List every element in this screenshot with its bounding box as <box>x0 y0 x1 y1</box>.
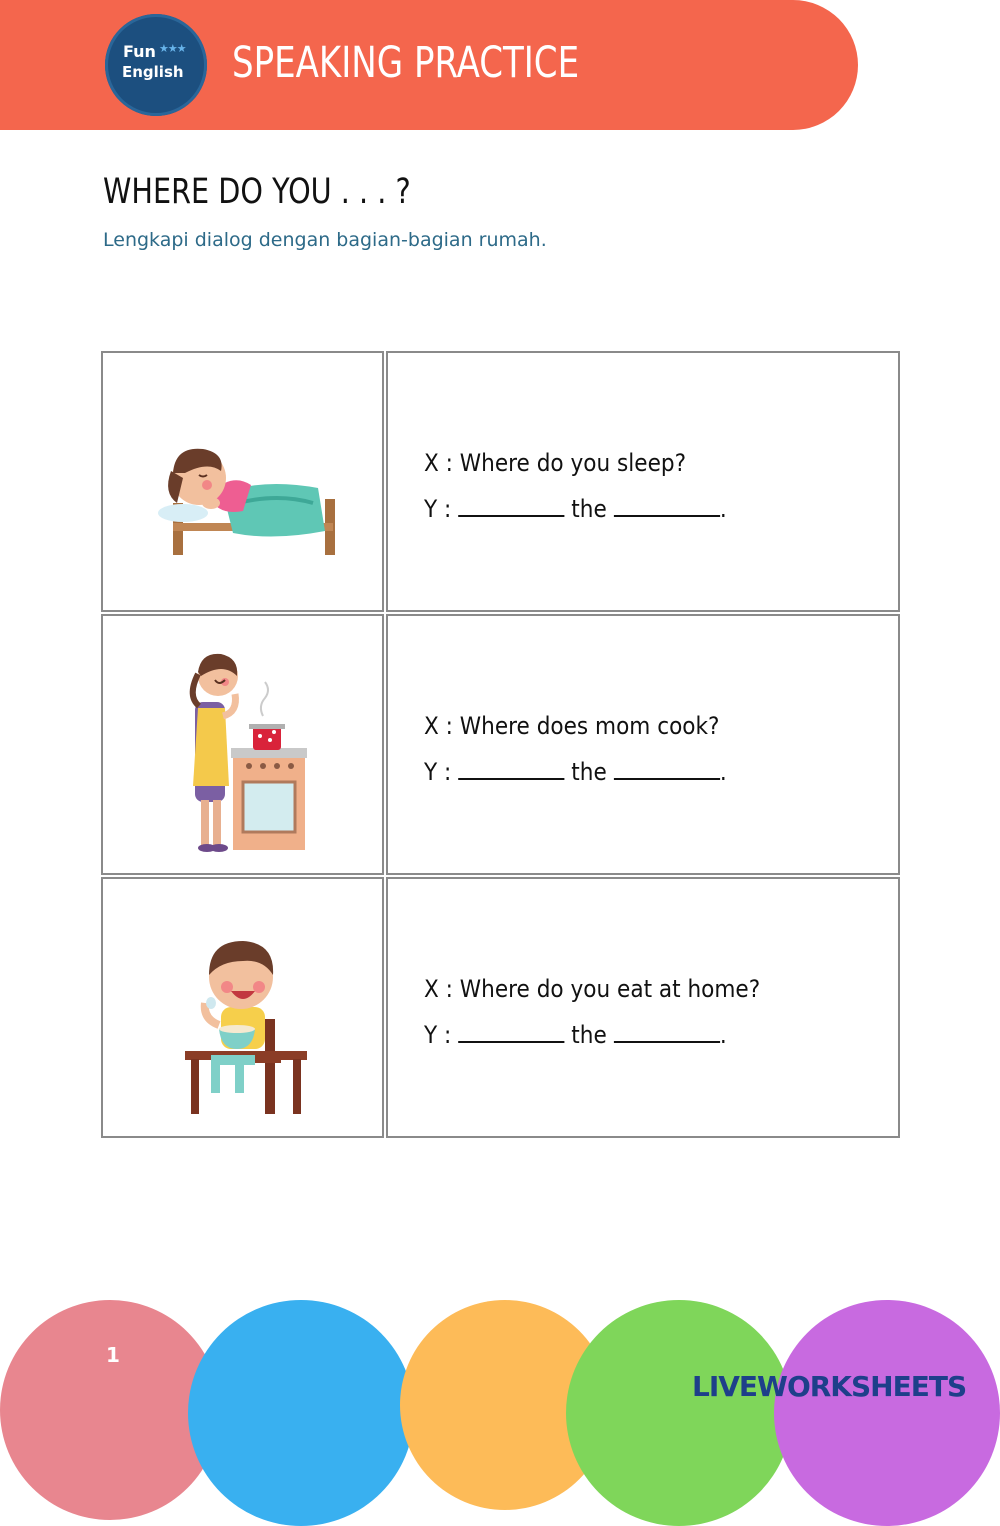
question-text: X : Where does mom cook? <box>424 712 720 740</box>
logo-text-fun: Fun <box>123 42 156 61</box>
answer-blank-2[interactable] <box>614 1019 720 1043</box>
page-number: 1 <box>106 1343 120 1367</box>
image-cell-cook <box>101 614 384 875</box>
header-title: SPEAKING PRACTICE <box>232 38 580 88</box>
page-subtitle: Lengkapi dialog dengan bagian-bagian rumah. <box>103 229 547 251</box>
answer-end: . <box>719 1021 727 1049</box>
dialog-cell-sleep <box>386 351 900 612</box>
answer-blank-1[interactable] <box>458 1019 564 1043</box>
answer-end: . <box>719 495 727 523</box>
answer-blank-1[interactable] <box>458 756 564 780</box>
answer-line <box>424 493 727 523</box>
answer-prefix: Y : <box>424 758 452 786</box>
answer-blank-1[interactable] <box>458 493 564 517</box>
logo-text-english: English <box>122 63 184 81</box>
liveworksheets-brand-text: LIVEWORKSHEETS <box>692 1370 967 1403</box>
footer-bubble-pink <box>0 1300 220 1520</box>
answer-blank-2[interactable] <box>614 493 720 517</box>
answer-middle: the <box>571 758 607 786</box>
image-cell-sleep <box>101 351 384 612</box>
answer-end: . <box>719 758 727 786</box>
footer-bubble-green <box>566 1300 792 1526</box>
liveworksheets-logo <box>692 1370 966 1403</box>
answer-middle: the <box>571 495 607 523</box>
answer-prefix: Y : <box>424 1021 452 1049</box>
question-text: X : Where do you sleep? <box>424 449 687 477</box>
girl-sleeping-illustration <box>103 353 382 610</box>
page-title: WHERE DO YOU . . . ? <box>103 172 411 212</box>
fun-english-logo <box>105 14 207 116</box>
answer-prefix: Y : <box>424 495 452 523</box>
stars-icon: ★★★ <box>159 42 186 55</box>
answer-line <box>424 1019 727 1049</box>
image-cell-eat <box>101 877 384 1138</box>
question-text: X : Where do you eat at home? <box>424 975 761 1003</box>
mom-cooking-illustration <box>103 616 382 873</box>
answer-line <box>424 756 727 786</box>
dialog-cell-eat <box>386 877 900 1138</box>
footer-bubble-blue <box>188 1300 414 1526</box>
footer-bubble-purple <box>774 1300 1000 1526</box>
dialog-cell-cook <box>386 614 900 875</box>
answer-middle: the <box>571 1021 607 1049</box>
boy-eating-illustration <box>103 879 382 1136</box>
answer-blank-2[interactable] <box>614 756 720 780</box>
